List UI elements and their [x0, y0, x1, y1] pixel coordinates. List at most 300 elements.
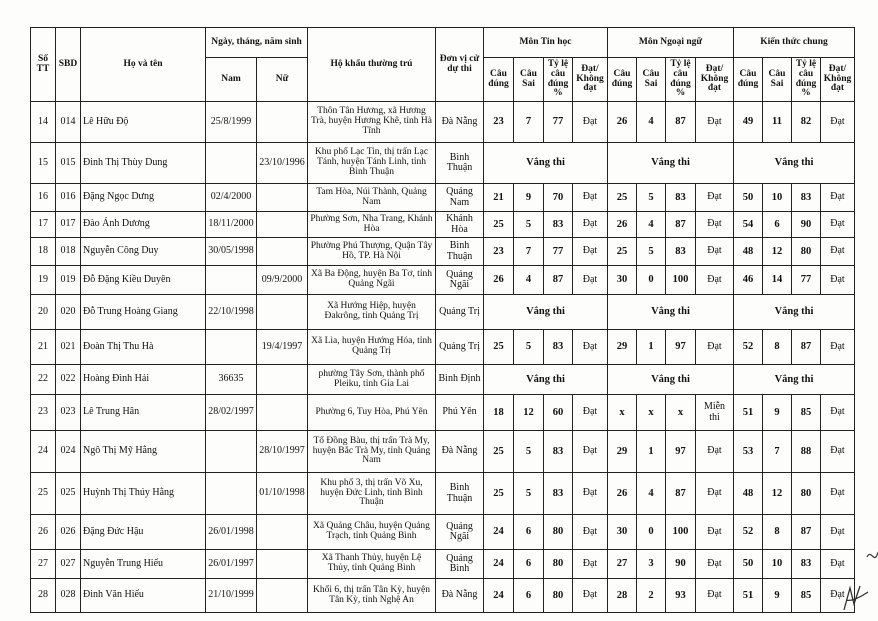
row-result-gk: Đạt: [821, 431, 855, 473]
row-name: Nguyễn Trung Hiếu: [81, 550, 206, 579]
row-unit: Đà Nẵng: [436, 579, 484, 613]
row-result-fl: Đạt: [696, 266, 734, 295]
row-ratio-fl: 100: [666, 515, 696, 550]
row-wrong-fl: 0: [637, 266, 666, 295]
row-ratio-fl: 87: [666, 102, 696, 143]
row-unit: Phú Yên: [436, 395, 484, 431]
row-stt: 20: [31, 295, 56, 330]
row-name: Đỗ Trung Hoàng Giang: [81, 295, 206, 330]
row-name: Đào Ánh Dương: [81, 212, 206, 238]
row-ratio-it: 80: [544, 579, 573, 613]
row-correct-gk: 51: [734, 395, 763, 431]
table-row: [31, 515, 855, 550]
row-sbd: 016: [56, 184, 81, 212]
row-absent-gk: Vắng thi: [734, 143, 855, 184]
row-correct-it: 24: [484, 550, 514, 579]
row-wrong-gk: 12: [763, 238, 792, 266]
results-table: [30, 27, 855, 613]
row-result-fl: Đạt: [696, 330, 734, 365]
row-stt: 23: [31, 395, 56, 431]
row-sbd: 028: [56, 579, 81, 613]
row-dob-male: [206, 143, 257, 184]
row-ratio-gk: 83: [792, 550, 821, 579]
row-correct-fl: 28: [608, 579, 637, 613]
row-ratio-fl: 97: [666, 431, 696, 473]
row-dob-female: [257, 295, 308, 330]
table-row: [31, 212, 855, 238]
row-ratio-gk: 90: [792, 212, 821, 238]
row-stt: 16: [31, 184, 56, 212]
row-wrong-gk: 8: [763, 330, 792, 365]
header-correct: Câu đúng: [484, 58, 514, 102]
row-correct-it: 24: [484, 515, 514, 550]
row-ratio-gk: 80: [792, 238, 821, 266]
row-sbd: 021: [56, 330, 81, 365]
row-dob-male: 22/10/1998: [206, 295, 257, 330]
row-ratio-gk: 87: [792, 330, 821, 365]
row-absent-it: Vắng thi: [484, 143, 608, 184]
row-wrong-fl: 5: [637, 238, 666, 266]
row-ratio-gk: 88: [792, 431, 821, 473]
row-dob-male: 26/01/1997: [206, 550, 257, 579]
row-dob-female: 23/10/1996: [257, 143, 308, 184]
row-sbd: 022: [56, 365, 81, 395]
row-correct-fl: 30: [608, 515, 637, 550]
row-correct-it: 25: [484, 212, 514, 238]
table-row: [31, 102, 855, 143]
row-correct-fl: x: [608, 395, 637, 431]
row-correct-fl: 25: [608, 184, 637, 212]
row-wrong-gk: 9: [763, 579, 792, 613]
row-wrong-fl: x: [637, 395, 666, 431]
row-ratio-fl: 87: [666, 473, 696, 515]
row-correct-gk: 48: [734, 238, 763, 266]
row-correct-gk: 53: [734, 431, 763, 473]
row-name: Đặng Ngọc Dưng: [81, 184, 206, 212]
row-correct-fl: 27: [608, 550, 637, 579]
row-name: Đinh Thị Thùy Dung: [81, 143, 206, 184]
row-result-it: Đạt: [573, 330, 608, 365]
row-unit: Đà Nẵng: [436, 431, 484, 473]
row-dob-male: 36635: [206, 365, 257, 395]
row-result-fl: Đạt: [696, 431, 734, 473]
row-dob-male: 21/10/1999: [206, 579, 257, 613]
row-correct-it: 18: [484, 395, 514, 431]
row-residence: phường Tây Sơn, thành phố Pleiku, tỉnh Gia Lai: [308, 365, 436, 395]
row-name: Đoàn Thị Thu Hà: [81, 330, 206, 365]
row-correct-fl: 30: [608, 266, 637, 295]
row-ratio-it: 83: [544, 212, 573, 238]
header-correct: Câu đúng: [608, 58, 637, 102]
row-residence: Xã Ba Động, huyện Ba Tơ, tỉnh Quảng Ngãi: [308, 266, 436, 295]
table-row: [31, 473, 855, 515]
table-row: [31, 550, 855, 579]
row-ratio-fl: x: [666, 395, 696, 431]
row-name: Lê Trung Hân: [81, 395, 206, 431]
results-sheet: [30, 27, 855, 613]
row-name: Ngô Thị Mỹ Hằng: [81, 431, 206, 473]
row-correct-fl: 26: [608, 102, 637, 143]
row-residence: Thôn Tân Hương, xã Hương Trà, huyện Hương Khê, tỉnh Hà Tĩnh: [308, 102, 436, 143]
row-stt: 18: [31, 238, 56, 266]
table-row: [31, 143, 855, 184]
row-result-fl: Đạt: [696, 550, 734, 579]
row-absent-fl: Vắng thi: [608, 365, 734, 395]
row-correct-it: 21: [484, 184, 514, 212]
row-wrong-it: 5: [514, 473, 544, 515]
row-result-gk: Đạt: [821, 184, 855, 212]
row-dob-male: [206, 330, 257, 365]
header-subject-general: Kiến thức chung: [734, 28, 855, 58]
row-ratio-it: 87: [544, 266, 573, 295]
row-residence: Xã Hướng Hiệp, huyện Đakrông, tỉnh Quảng Trị: [308, 295, 436, 330]
row-result-it: Đạt: [573, 550, 608, 579]
header-pass: Đạt/ Không đạt: [573, 58, 608, 102]
row-wrong-fl: 4: [637, 102, 666, 143]
row-unit: Bình Thuận: [436, 143, 484, 184]
row-ratio-gk: 77: [792, 266, 821, 295]
row-wrong-it: 6: [514, 579, 544, 613]
row-ratio-fl: 100: [666, 266, 696, 295]
row-unit: Quảng Ngãi: [436, 515, 484, 550]
row-name: Đỗ Đặng Kiều Duyên: [81, 266, 206, 295]
row-dob-female: 01/10/1998: [257, 473, 308, 515]
row-correct-it: 25: [484, 431, 514, 473]
row-result-fl: Đạt: [696, 473, 734, 515]
row-ratio-gk: 87: [792, 515, 821, 550]
row-wrong-fl: 3: [637, 550, 666, 579]
row-dob-male: 30/05/1998: [206, 238, 257, 266]
row-residence: Khu phố Lạc Tin, thị trấn Lạc Tánh, huyện Tánh Linh, tỉnh Bình Thuận: [308, 143, 436, 184]
row-dob-female: [257, 550, 308, 579]
row-ratio-fl: 87: [666, 212, 696, 238]
header-wrong: Câu Sai: [514, 58, 544, 102]
row-correct-gk: 50: [734, 550, 763, 579]
row-result-gk: Đạt: [821, 330, 855, 365]
row-sbd: 020: [56, 295, 81, 330]
row-ratio-gk: 83: [792, 184, 821, 212]
row-stt: 14: [31, 102, 56, 143]
row-dob-male: 25/8/1999: [206, 102, 257, 143]
row-wrong-fl: 0: [637, 515, 666, 550]
row-correct-gk: 49: [734, 102, 763, 143]
table-row: [31, 365, 855, 395]
row-wrong-fl: 2: [637, 579, 666, 613]
row-dob-male: 18/11/2000: [206, 212, 257, 238]
header-correct: Câu đúng: [734, 58, 763, 102]
row-dob-female: 28/10/1997: [257, 431, 308, 473]
row-ratio-it: 70: [544, 184, 573, 212]
row-dob-male: [206, 473, 257, 515]
row-dob-female: 19/4/1997: [257, 330, 308, 365]
header-wrong: Câu Sai: [637, 58, 666, 102]
row-sbd: 014: [56, 102, 81, 143]
row-correct-fl: 26: [608, 473, 637, 515]
row-sbd: 025: [56, 473, 81, 515]
row-unit: Quảng Nam: [436, 184, 484, 212]
row-stt: 22: [31, 365, 56, 395]
row-unit: Quảng Trị: [436, 330, 484, 365]
row-absent-it: Vắng thi: [484, 365, 608, 395]
row-stt: 17: [31, 212, 56, 238]
row-ratio-it: 83: [544, 473, 573, 515]
row-correct-gk: 46: [734, 266, 763, 295]
row-name: Huỳnh Thị Thúy Hằng: [81, 473, 206, 515]
row-wrong-gk: 12: [763, 473, 792, 515]
row-name: Lê Hữu Độ: [81, 102, 206, 143]
row-correct-it: 23: [484, 238, 514, 266]
row-dob-female: [257, 395, 308, 431]
table-row: [31, 579, 855, 613]
row-correct-gk: 52: [734, 330, 763, 365]
table-row: [31, 330, 855, 365]
initials-mark-icon: [865, 547, 878, 565]
row-sbd: 023: [56, 395, 81, 431]
row-sbd: 018: [56, 238, 81, 266]
row-correct-it: 24: [484, 579, 514, 613]
row-ratio-it: 77: [544, 238, 573, 266]
row-ratio-fl: 90: [666, 550, 696, 579]
row-stt: 28: [31, 579, 56, 613]
row-result-gk: Đạt: [821, 550, 855, 579]
row-result-gk: Đạt: [821, 102, 855, 143]
row-dob-female: [257, 365, 308, 395]
row-result-fl: Đạt: [696, 212, 734, 238]
row-stt: 19: [31, 266, 56, 295]
row-ratio-it: 83: [544, 431, 573, 473]
table-body: [31, 102, 855, 613]
header-sbd: SBD: [56, 28, 81, 102]
row-stt: 26: [31, 515, 56, 550]
row-dob-male: 28/02/1997: [206, 395, 257, 431]
row-wrong-gk: 11: [763, 102, 792, 143]
row-unit: Quảng Trị: [436, 295, 484, 330]
row-correct-fl: 29: [608, 431, 637, 473]
row-sbd: 024: [56, 431, 81, 473]
row-stt: 15: [31, 143, 56, 184]
row-correct-fl: 25: [608, 238, 637, 266]
header-name: Họ và tên: [81, 28, 206, 102]
row-result-fl: Đạt: [696, 515, 734, 550]
row-dob-female: [257, 184, 308, 212]
table-row: [31, 395, 855, 431]
row-ratio-fl: 93: [666, 579, 696, 613]
header-ratio: Tỷ lệ câu đúng %: [544, 58, 573, 102]
row-dob-male: [206, 266, 257, 295]
row-absent-gk: Vắng thi: [734, 295, 855, 330]
row-result-fl: Đạt: [696, 238, 734, 266]
row-ratio-it: 80: [544, 515, 573, 550]
row-result-fl: Đạt: [696, 102, 734, 143]
row-result-gk: Đạt: [821, 515, 855, 550]
header-subject-foreign-language: Môn Ngoại ngữ: [608, 28, 734, 58]
row-wrong-gk: 9: [763, 395, 792, 431]
row-correct-it: 26: [484, 266, 514, 295]
row-wrong-gk: 7: [763, 431, 792, 473]
row-result-fl: Miễn thi: [696, 395, 734, 431]
header-stt: Số TT: [31, 28, 56, 102]
row-sbd: 017: [56, 212, 81, 238]
row-wrong-gk: 10: [763, 550, 792, 579]
row-result-gk: Đạt: [821, 266, 855, 295]
row-correct-it: 25: [484, 330, 514, 365]
row-result-it: Đạt: [573, 579, 608, 613]
row-result-gk: Đạt: [821, 579, 855, 613]
row-wrong-gk: 8: [763, 515, 792, 550]
row-unit: Bình Thuận: [436, 238, 484, 266]
row-sbd: 026: [56, 515, 81, 550]
row-wrong-it: 5: [514, 330, 544, 365]
row-wrong-gk: 6: [763, 212, 792, 238]
row-residence: Tam Hòa, Núi Thành, Quảng Nam: [308, 184, 436, 212]
row-wrong-fl: 4: [637, 473, 666, 515]
row-absent-fl: Vắng thi: [608, 295, 734, 330]
row-ratio-fl: 83: [666, 238, 696, 266]
row-correct-gk: 48: [734, 473, 763, 515]
row-dob-male: 26/01/1998: [206, 515, 257, 550]
header-ratio: Tỷ lệ câu đúng %: [792, 58, 821, 102]
header-subject-it: Môn Tin học: [484, 28, 608, 58]
row-residence: Khu phố 3, thị trấn Võ Xu, huyện Đức Linh, tỉnh Bình Thuận: [308, 473, 436, 515]
row-sbd: 027: [56, 550, 81, 579]
row-ratio-it: 80: [544, 550, 573, 579]
row-correct-it: 23: [484, 102, 514, 143]
row-result-gk: Đạt: [821, 212, 855, 238]
row-unit: Khánh Hòa: [436, 212, 484, 238]
row-residence: Phường 6, Tuy Hòa, Phú Yên: [308, 395, 436, 431]
row-correct-gk: 54: [734, 212, 763, 238]
row-stt: 21: [31, 330, 56, 365]
row-dob-female: [257, 515, 308, 550]
row-result-it: Đạt: [573, 238, 608, 266]
header-male: Nam: [206, 58, 257, 102]
row-wrong-it: 4: [514, 266, 544, 295]
row-wrong-it: 5: [514, 212, 544, 238]
row-wrong-fl: 1: [637, 431, 666, 473]
row-sbd: 019: [56, 266, 81, 295]
row-residence: Xã Thanh Thủy, huyện Lệ Thủy, tỉnh Quảng Bình: [308, 550, 436, 579]
row-result-it: Đạt: [573, 266, 608, 295]
row-wrong-fl: 1: [637, 330, 666, 365]
row-wrong-it: 9: [514, 184, 544, 212]
row-result-it: Đạt: [573, 184, 608, 212]
row-unit: Bình Thuận: [436, 473, 484, 515]
row-result-it: Đạt: [573, 212, 608, 238]
row-wrong-it: 6: [514, 515, 544, 550]
row-dob-female: [257, 579, 308, 613]
row-wrong-it: 12: [514, 395, 544, 431]
row-stt: 25: [31, 473, 56, 515]
row-residence: Tổ Đồng Bàu, thị trấn Trà My, huyện Bắc Trà My, tỉnh Quảng Nam: [308, 431, 436, 473]
row-wrong-gk: 10: [763, 184, 792, 212]
row-wrong-it: 6: [514, 550, 544, 579]
row-ratio-gk: 80: [792, 473, 821, 515]
row-result-it: Đạt: [573, 473, 608, 515]
row-ratio-fl: 83: [666, 184, 696, 212]
row-ratio-it: 60: [544, 395, 573, 431]
table-row: [31, 238, 855, 266]
row-wrong-it: 7: [514, 238, 544, 266]
table-row: [31, 295, 855, 330]
row-ratio-it: 83: [544, 330, 573, 365]
header-pass: Đạt/ Không đạt: [821, 58, 855, 102]
row-correct-gk: 52: [734, 515, 763, 550]
row-dob-female: [257, 212, 308, 238]
signature-mark-icon: [840, 582, 870, 614]
row-ratio-gk: 85: [792, 579, 821, 613]
row-unit: Đà Nẵng: [436, 102, 484, 143]
row-unit: Quảng Bình: [436, 550, 484, 579]
header-residence: Hộ khẩu thường trú: [308, 28, 436, 102]
row-absent-fl: Vắng thi: [608, 143, 734, 184]
header-dob: Ngày, tháng, năm sinh: [206, 28, 308, 58]
row-correct-fl: 26: [608, 212, 637, 238]
row-unit: Quảng Ngãi: [436, 266, 484, 295]
table-row: [31, 266, 855, 295]
row-dob-male: 02/4/2000: [206, 184, 257, 212]
row-correct-fl: 29: [608, 330, 637, 365]
row-result-gk: Đạt: [821, 473, 855, 515]
row-result-gk: Đạt: [821, 395, 855, 431]
row-correct-gk: 50: [734, 184, 763, 212]
row-result-it: Đạt: [573, 102, 608, 143]
row-dob-female: 09/9/2000: [257, 266, 308, 295]
row-ratio-it: 77: [544, 102, 573, 143]
row-sbd: 015: [56, 143, 81, 184]
row-wrong-fl: 5: [637, 184, 666, 212]
row-result-it: Đạt: [573, 395, 608, 431]
row-correct-it: 25: [484, 473, 514, 515]
row-residence: Xã Lìa, huyện Hướng Hóa, tỉnh Quảng Trị: [308, 330, 436, 365]
row-stt: 24: [31, 431, 56, 473]
row-wrong-it: 5: [514, 431, 544, 473]
table-row: [31, 431, 855, 473]
row-name: Đặng Đức Hậu: [81, 515, 206, 550]
row-wrong-gk: 14: [763, 266, 792, 295]
row-stt: 27: [31, 550, 56, 579]
header-ratio: Tỷ lệ câu đúng %: [666, 58, 696, 102]
header-unit: Đơn vị cử dự thi: [436, 28, 484, 102]
row-ratio-gk: 82: [792, 102, 821, 143]
row-wrong-it: 7: [514, 102, 544, 143]
row-dob-female: [257, 238, 308, 266]
row-name: Hoàng Đình Hải: [81, 365, 206, 395]
row-dob-female: [257, 102, 308, 143]
row-residence: Phường Sơn, Nha Trang, Khánh Hòa: [308, 212, 436, 238]
row-absent-it: Vắng thi: [484, 295, 608, 330]
table-row: [31, 184, 855, 212]
row-wrong-fl: 4: [637, 212, 666, 238]
row-unit: Bình Định: [436, 365, 484, 395]
header-female: Nữ: [257, 58, 308, 102]
row-correct-gk: 51: [734, 579, 763, 613]
row-name: Nguyễn Công Duy: [81, 238, 206, 266]
row-residence: Khối 6, thị trấn Tân Kỳ, huyện Tân Kỳ, tỉnh Nghệ An: [308, 579, 436, 613]
row-name: Đinh Văn Hiếu: [81, 579, 206, 613]
row-result-it: Đạt: [573, 515, 608, 550]
header-pass: Đạt/ Không đạt: [696, 58, 734, 102]
row-result-it: Đạt: [573, 431, 608, 473]
row-result-gk: Đạt: [821, 238, 855, 266]
row-ratio-fl: 97: [666, 330, 696, 365]
row-residence: Phường Phú Thượng, Quận Tây Hồ, TP. Hà Nội: [308, 238, 436, 266]
row-dob-male: [206, 431, 257, 473]
row-absent-gk: Vắng thi: [734, 365, 855, 395]
row-result-fl: Đạt: [696, 579, 734, 613]
header-wrong: Câu Sai: [763, 58, 792, 102]
row-residence: Xã Quảng Châu, huyện Quảng Trạch, tỉnh Quảng Bình: [308, 515, 436, 550]
row-result-fl: Đạt: [696, 184, 734, 212]
